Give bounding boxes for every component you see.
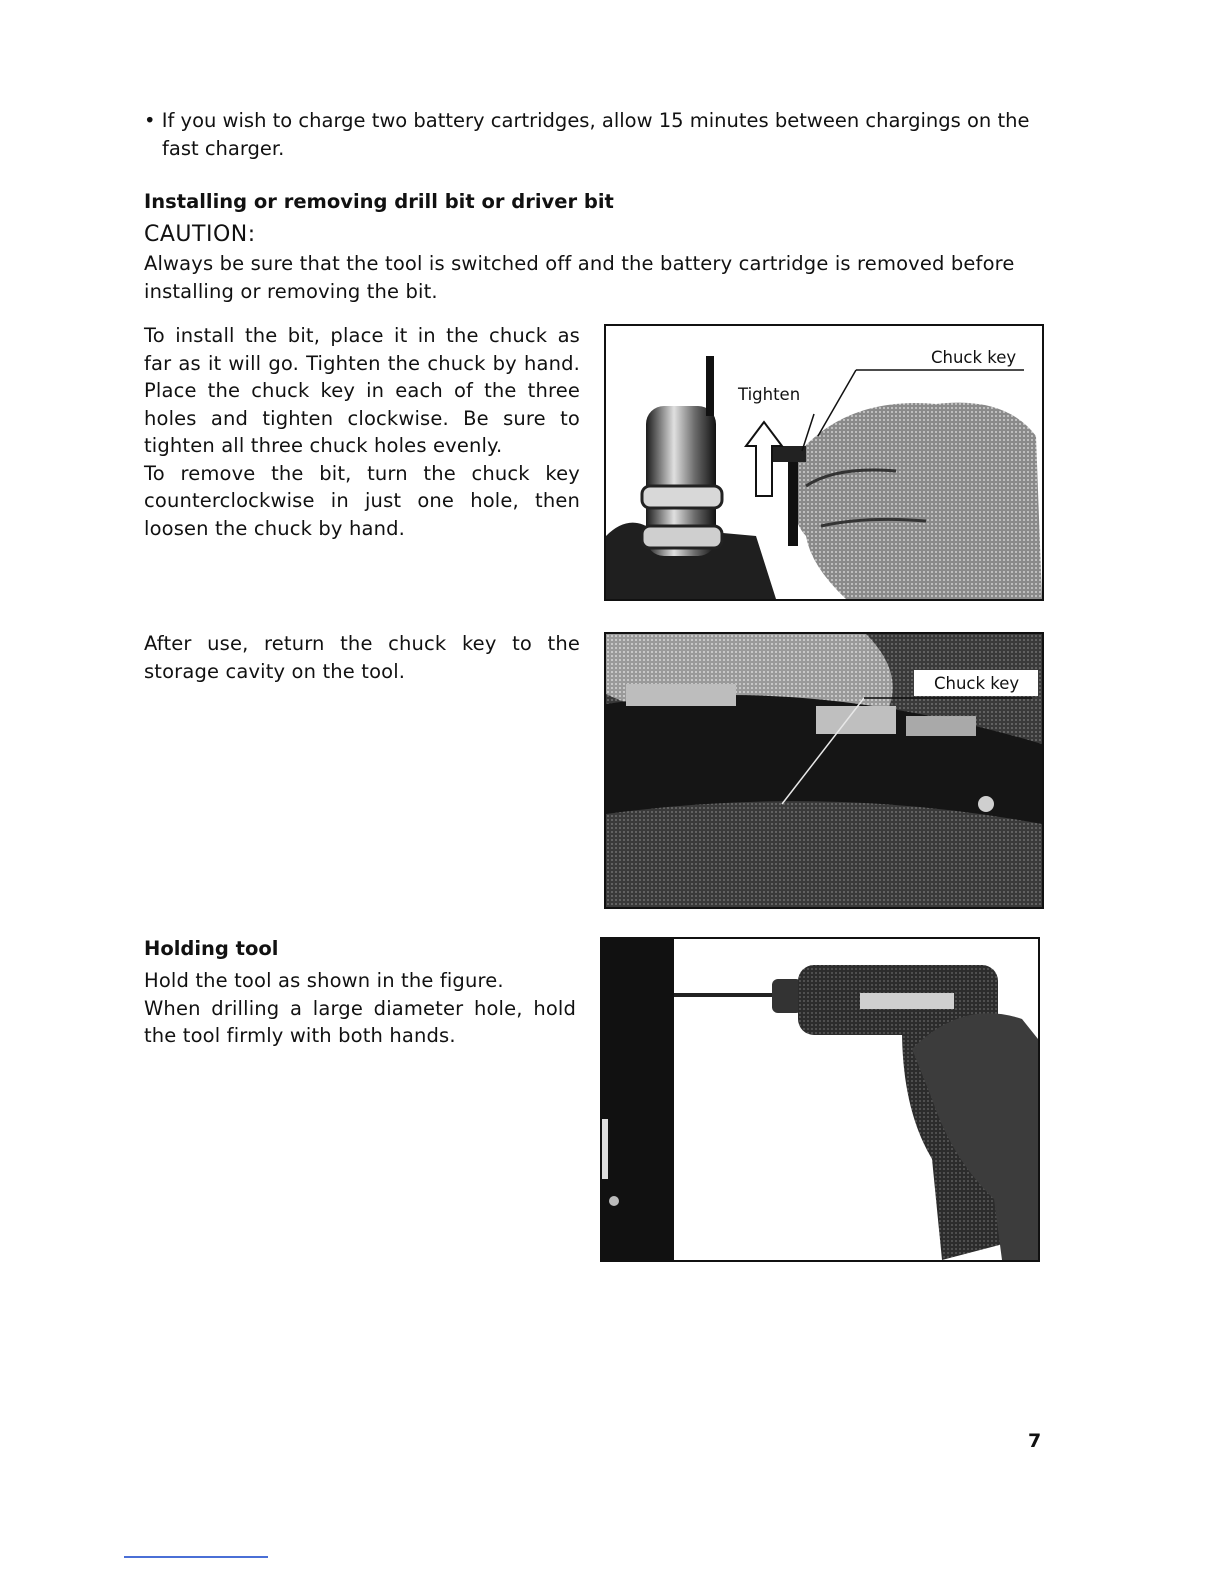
bullet-note-line-2: fast charger.: [162, 137, 285, 160]
holding-line: Hold the tool as shown in the figure.: [144, 969, 504, 992]
figure-holding-tool: [600, 937, 1040, 1262]
footer-rule: [124, 1556, 268, 1558]
caution-text-line-2: installing or removing the bit.: [144, 279, 438, 303]
label-storage-chuck-key: Chuck key: [934, 674, 1020, 693]
caution-text-line-1: Always be sure that the tool is switched off and the battery cartridge is removed before: [144, 252, 1015, 275]
holding-instructions: [144, 967, 576, 1050]
instruction-line: To install the bit, place it in the chuck as: [144, 324, 580, 347]
instruction-line: holes and tighten clockwise. Be sure to: [144, 406, 580, 430]
bullet-marker: •: [144, 109, 156, 132]
section-heading-install: Installing or removing drill bit or driver bit: [144, 190, 614, 213]
page-number: 7: [1028, 1430, 1042, 1452]
figure-chuck-tighten: [604, 324, 1044, 601]
section-heading-holding: Holding tool: [144, 937, 279, 960]
caution-text: [144, 250, 1048, 305]
instruction-line: loosen the chuck by hand.: [144, 516, 405, 540]
storage-line: storage cavity on the tool.: [144, 659, 406, 683]
instruction-line: To remove the bit, turn the chuck key: [144, 461, 580, 485]
caution-label: CAUTION:: [144, 222, 256, 247]
label-chuck-key: Chuck key: [931, 348, 1017, 367]
bullet-note-line-1: If you wish to charge two battery cartridges, allow 15 minutes between chargings on the: [161, 109, 1030, 132]
storage-line: After use, return the chuck key to the: [144, 632, 580, 655]
holding-tool-illustration: [602, 939, 1038, 1260]
storage-instructions: [144, 630, 580, 685]
instruction-line: far as it will go. Tighten the chuck by hand.: [144, 351, 580, 375]
label-tighten: Tighten: [738, 385, 801, 404]
install-instructions: [144, 322, 580, 542]
instruction-line: counterclockwise in just one hole, then: [144, 489, 580, 512]
holding-line: the tool firmly with both hands.: [144, 1024, 456, 1047]
instruction-line: tighten all three chuck holes evenly.: [144, 434, 503, 457]
bullet-note: [144, 107, 1064, 135]
instruction-line: Place the chuck key in each of the three: [144, 379, 580, 402]
figure-chuck-storage: [604, 632, 1044, 909]
holding-line: When drilling a large diameter hole, hold: [144, 996, 576, 1020]
